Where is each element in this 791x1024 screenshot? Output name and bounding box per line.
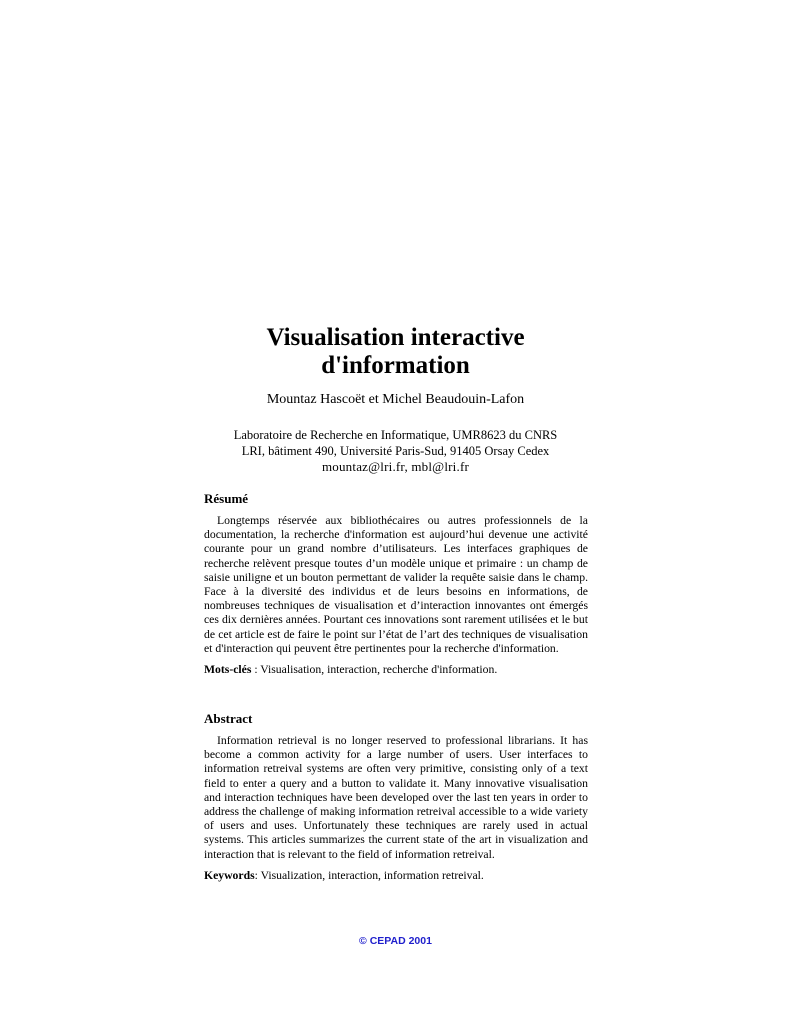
resume-paragraph: Longtemps réservée aux bibliothécaires ou autres professionnels de la documentation, la recherche d'information est aujourd’hui devenue une activité courante pour un grand nombre d’utilisateurs. Les interfaces graphiques de recherche relèvent presque toutes d’un modèle unique et primaire : un champ de saisie uniligne et un bouton permettant de valider la requête saisie dans le champ. Face à la diversité des individus et de leurs besoins en informations, de nombreuses techniques de visualisation et d’interaction innovantes ont émergés ces dix dernières années. Pourtant ces innovations sont rarement utilisées et le but de cet article est de faire le point sur l’état de l’art des techniques de visualisation et d'interaction qui peuvent être pertinentes pour la recherche d'information. — [204, 514, 588, 655]
copyright-notice: © CEPAD 2001 — [359, 935, 432, 947]
abstract-keywords — [204, 869, 588, 883]
affiliation-block — [0, 427, 791, 475]
affiliation-address: LRI, bâtiment 490, Université Paris-Sud, 91405 Orsay Cedex — [241, 444, 550, 458]
abstract-keywords-text: : Visualization, interaction, information retreival. — [254, 868, 484, 882]
abstract-keywords-label: Keywords — [204, 868, 255, 882]
paper-title — [0, 324, 791, 380]
resume-section — [204, 491, 588, 677]
abstract-heading: Abstract — [204, 711, 253, 726]
abstract-section — [204, 711, 588, 883]
abstract-paragraph: Information retrieval is no longer reserved to professional librarians. It has become a common activity for a large number of users. User interfaces to information retreival systems are often very primitive, consisting only of a text field to enter a query and a button to validate it. Many innovative visualisation and interaction techniques have been developed over the last ten years in order to address the challenge of making information retreival accessible to a wide variety of users and uses. Unfortunately these techniques are rarely used in actual systems. This articles summarizes the current state of the art in visualization and interaction that is relevant to the field of information retreival. — [204, 734, 588, 861]
author-emails: mountaz@lri.fr, mbl@lri.fr — [321, 459, 470, 474]
affiliation-lab: Laboratoire de Recherche en Informatique, UMR8623 du CNRS — [233, 428, 558, 442]
resume-keywords-label: Mots-clés — [204, 663, 252, 677]
author-list: Mountaz Hascoët et Michel Beaudouin-Lafon — [266, 392, 525, 407]
resume-heading: Résumé — [204, 491, 249, 506]
resume-keywords-text: : Visualisation, interaction, recherche d'information. — [251, 663, 498, 677]
paper-title-line-1: Visualisation interactive — [266, 324, 525, 351]
resume-keywords — [204, 663, 588, 677]
paper-title-line-2: d'information — [321, 352, 470, 379]
